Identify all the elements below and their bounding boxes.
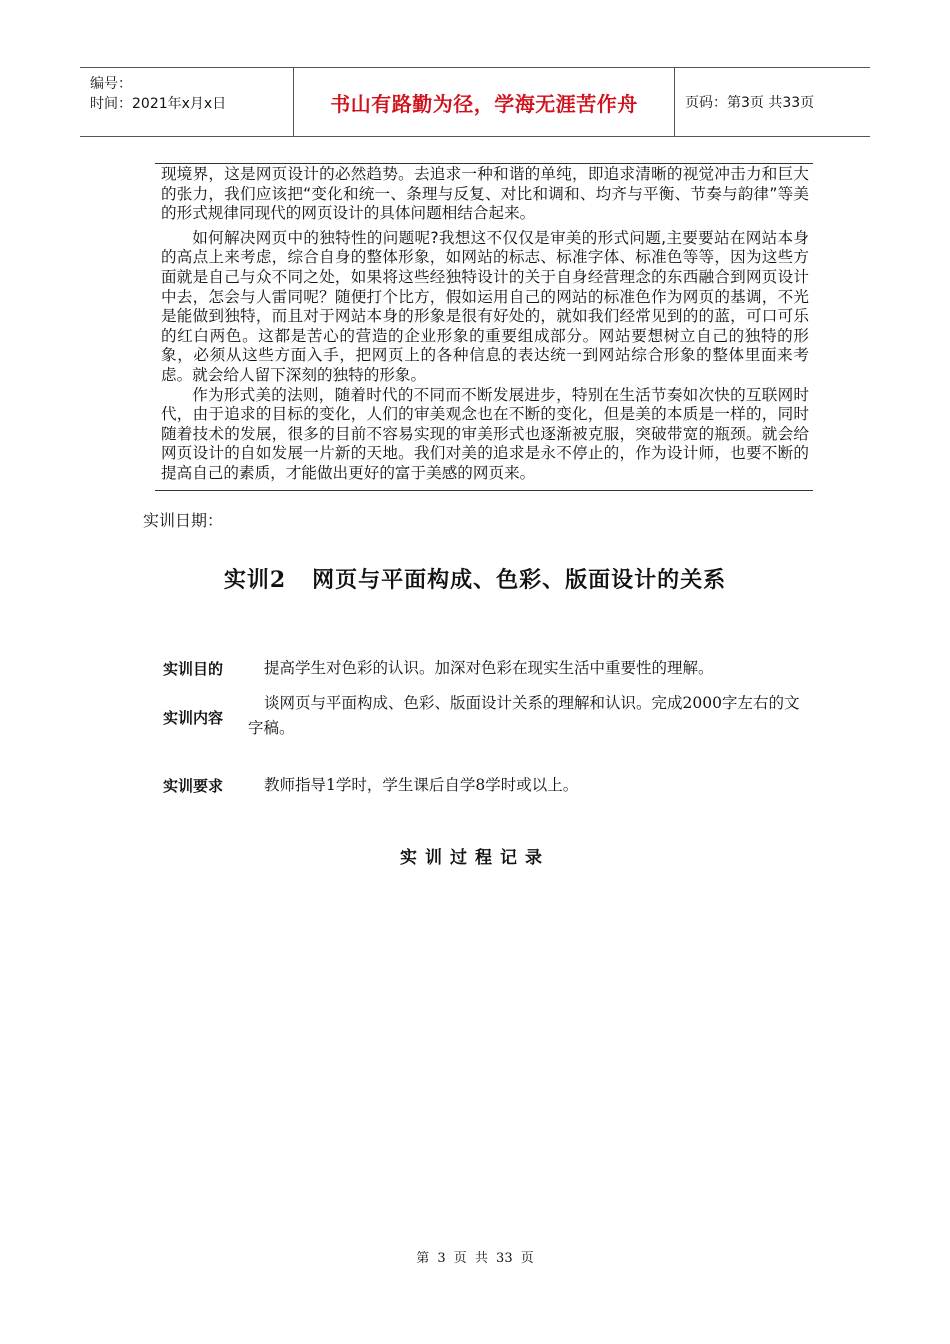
essay-paragraph-3: 作为形式美的法则，随着时代的不同而不断发展进步，特别在生活节奏如次快的互联网时代，由于追求的目标的变化，人们的审美观念也在不断的变化，但是美的本质是一样的，同时随着技术的发展，很多的目前不容易实现的审美形式也逐渐被克服，突破带宽的瓶颈。就会给网页设计的自如发展一片新的天地。我们对美的追求是永不停止的，作为设计师，也要不断的提高自己的素质，才能做出更好的富于美感的网页来。 [161,385,809,482]
essay-text-box [155,163,813,491]
training-date-label: 实训日期： [143,511,224,530]
page-footer: 第 3 页 共 33 页 [416,1251,534,1266]
page-header [80,67,870,137]
content-text [248,691,808,741]
header-meta [80,68,294,136]
content-text-b: 完成2000字左右的文字稿。 [248,694,800,737]
header-page-label: 页码：第3页 共33页 [685,95,815,111]
content-text-a: 谈网页与平面构成、色彩、版面设计关系的理解和认识。 [264,694,652,712]
time-label: 时间：2021年x月x日 [90,96,227,112]
objective-label: 实训目的 [163,660,224,678]
header-motto: 书山有路勤为径，学海无涯苦作舟 [294,68,675,136]
requirement-text: 教师指导1学时，学生课后自学8学时或以上。 [264,776,579,794]
essay-paragraph-1: 现境界，这是网页设计的必然趋势。去追求一种和谐的单纯，即追求清晰的视觉冲击力和巨大的张力，我们应该把“变化和统一、条理与反复、对比和调和、均齐与平衡、节奏与韵律”等美的形式规律同现代的网页设计的具体问题相结合起来。 [161,165,809,223]
section-title: 实训2 网页与平面构成、色彩、版面设计的关系 [223,567,727,593]
record-title: 实训过程记录 [400,848,550,868]
number-label: 编号： [90,76,132,92]
requirement-label: 实训要求 [163,777,224,795]
objective-text: 提高学生对色彩的认识。加深对色彩在现实生活中重要性的理解。 [264,659,714,677]
content-label: 实训内容 [163,709,224,727]
essay-paragraph-2: 如何解决网页中的独特性的问题呢?我想这不仅仅是审美的形式问题,主要要站在网站本身的高点上来考虑，综合自身的整体形象，如网站的标志、标准字体、标准色等等，因为这些方面就是自己与众不同之处，如果将这些经独特设计的关于自身经营理念的东西融合到网页设计中去，怎会与人雷同呢？随便打个比方，假如运用自己的网站的标准色作为网页的基调，不光是能做到独特，而且对于网站本身的形象是很有好处的，就如我们经常见到的的蓝，可口可乐的红白两色。这都是苦心的营造的企业形象的重要组成部分。网站要想树立自己的独特的形象，必须从这些方面入手，把网页上的各种信息的表达统一到网站综合形象的整体里面来考虑。就会给人留下深刻的独特的形象。 [161,228,809,384]
